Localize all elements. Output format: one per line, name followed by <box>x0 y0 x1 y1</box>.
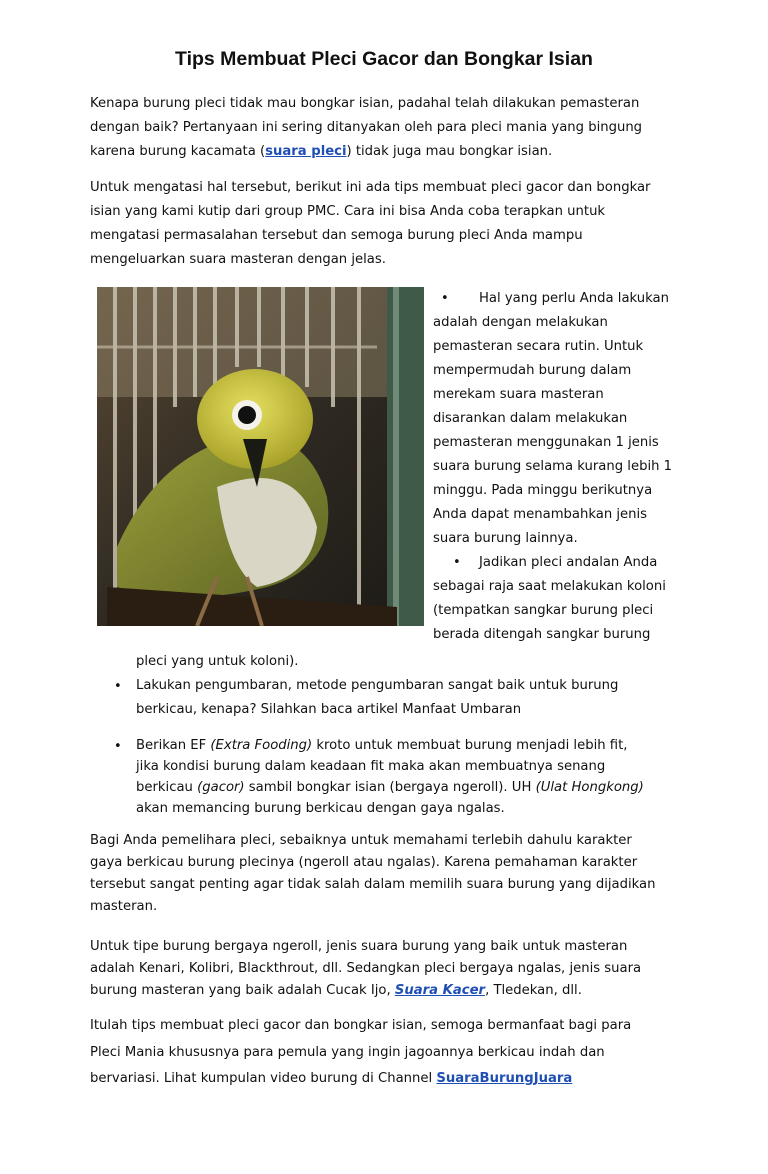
text-span: kroto untuk membuat burung menjadi lebih fit, <box>312 738 628 753</box>
paragraph-5 <box>90 1013 690 1093</box>
text-line <box>90 1066 690 1093</box>
list-item <box>433 551 733 575</box>
text-line: Anda dapat menambahkan jenis <box>433 507 648 522</box>
text-line <box>90 980 690 1002</box>
text-line: gaya berkicau burung plecinya (ngeroll atau ngalas). Karena pemahaman karakter <box>90 855 638 870</box>
list-item <box>433 287 733 311</box>
text-span: Berikan EF <box>136 738 211 753</box>
text-line: minggu. Pada minggu berikutnya <box>433 483 653 498</box>
text-span: (gacor) <box>197 780 245 795</box>
suara-pleci-link[interactable]: suara pleci <box>265 144 347 159</box>
text-line: Kenapa burung pleci tidak mau bongkar isian, padahal telah dilakukan pemasteran <box>90 96 640 111</box>
text-line: jika kondisi burung dalam keadaan fit maka akan membuatnya senang <box>136 759 606 774</box>
text-span: , Tledekan, dll. <box>485 983 582 998</box>
text-span: Jadikan pleci andalan Anda <box>479 555 658 570</box>
text-span: sambil bongkar isian (bergaya ngeroll). UH <box>244 780 536 795</box>
bullet-icon: • <box>453 555 461 570</box>
bullet-icon: • <box>441 291 449 306</box>
text-line: sebagai raja saat melakukan koloni <box>433 579 666 594</box>
text-span: karena burung kacamata ( <box>90 144 266 159</box>
intro-paragraph <box>90 92 690 164</box>
side-bullets <box>433 287 733 647</box>
bird-photo <box>97 287 424 626</box>
text-line: masteran. <box>90 899 158 914</box>
text-line: mengatasi permasalahan tersebut dan semoga burung pleci Anda mampu <box>90 228 583 243</box>
text-line <box>90 140 690 164</box>
text-line: tersebut sangat penting agar tidak salah dalam memilih suara burung yang dijadikan <box>90 877 656 892</box>
suara-burung-juara-link[interactable]: SuaraBurungJuara <box>436 1071 573 1086</box>
text-line: Itulah tips membuat pleci gacor dan bongkar isian, semoga bermanfaat bagi para <box>90 1018 632 1033</box>
text-span: burung masteran yang baik adalah Cucak Ijo, <box>90 983 395 998</box>
text-span: (Extra Fooding) <box>210 738 313 753</box>
text-line: Untuk mengatasi hal tersebut, berikut ini ada tips membuat pleci gacor dan bongkar <box>90 180 651 195</box>
text-line: adalah dengan melakukan <box>433 315 608 330</box>
text-line: dengan baik? Pertanyaan ini sering ditanyakan oleh para pleci mania yang bingung <box>90 120 643 135</box>
suara-kacer-link[interactable]: Suara Kacer <box>394 983 486 998</box>
text-line: pleci yang untuk koloni). <box>136 654 299 669</box>
list-item <box>136 674 618 722</box>
paragraph-2 <box>90 176 690 272</box>
bullet-icon: • <box>114 739 122 754</box>
text-span: berkicau <box>136 780 198 795</box>
text-line <box>136 777 644 798</box>
text-line: berkicau, kenapa? Silahkan baca artikel Manfaat Umbaran <box>136 702 522 717</box>
paragraph-4 <box>90 936 690 1002</box>
text-line <box>136 735 644 756</box>
text-line: pemasteran secara rutin. Untuk <box>433 339 644 354</box>
text-line: berada ditengah sangkar burung <box>433 627 651 642</box>
text-line: akan memancing burung berkicau dengan gaya ngalas. <box>136 801 505 816</box>
text-line: merekam suara masteran <box>433 387 604 402</box>
text-line: suara burung lainnya. <box>433 531 578 546</box>
page-title: Tips Membuat Pleci Gacor dan Bongkar Isian <box>175 48 593 70</box>
text-line: (tempatkan sangkar burung pleci <box>433 603 654 618</box>
text-line: Bagi Anda pemelihara pleci, sebaiknya untuk memahami terlebih dahulu karakter <box>90 833 632 848</box>
text-line: mengeluarkan suara masteran dengan jelas. <box>90 252 386 267</box>
text-line: Pleci Mania khususnya para pemula yang ingin jagoannya berkicau indah dan <box>90 1044 605 1060</box>
text-line: adalah Kenari, Kolibri, Blackthrout, dll. Sedangkan pleci bergaya ngalas, jenis suara <box>90 961 642 976</box>
paragraph-3 <box>90 830 690 918</box>
text-span: bervariasi. Lihat kumpulan video burung di Channel <box>90 1071 437 1086</box>
text-line: Untuk tipe burung bergaya ngeroll, jenis suara burung yang baik untuk masteran <box>90 939 628 954</box>
text-line: mempermudah burung dalam <box>433 363 632 378</box>
bullet-icon: • <box>114 679 122 694</box>
text-line: pemasteran menggunakan 1 jenis <box>433 435 659 450</box>
text-line: suara burung selama kurang lebih 1 <box>433 459 673 474</box>
text-span: Hal yang perlu Anda lakukan <box>479 291 669 306</box>
text-line: Lakukan pengumbaran, metode pengumbaran sangat baik untuk burung <box>136 678 619 693</box>
text-line: isian yang kami kutip dari group PMC. Cara ini bisa Anda coba terapkan untuk <box>90 204 606 219</box>
text-line: disarankan dalam melakukan <box>433 411 628 426</box>
text-span: (Ulat Hongkong) <box>535 780 644 795</box>
text-span: ) tidak juga mau bongkar isian. <box>346 144 553 159</box>
list-item <box>136 735 644 819</box>
